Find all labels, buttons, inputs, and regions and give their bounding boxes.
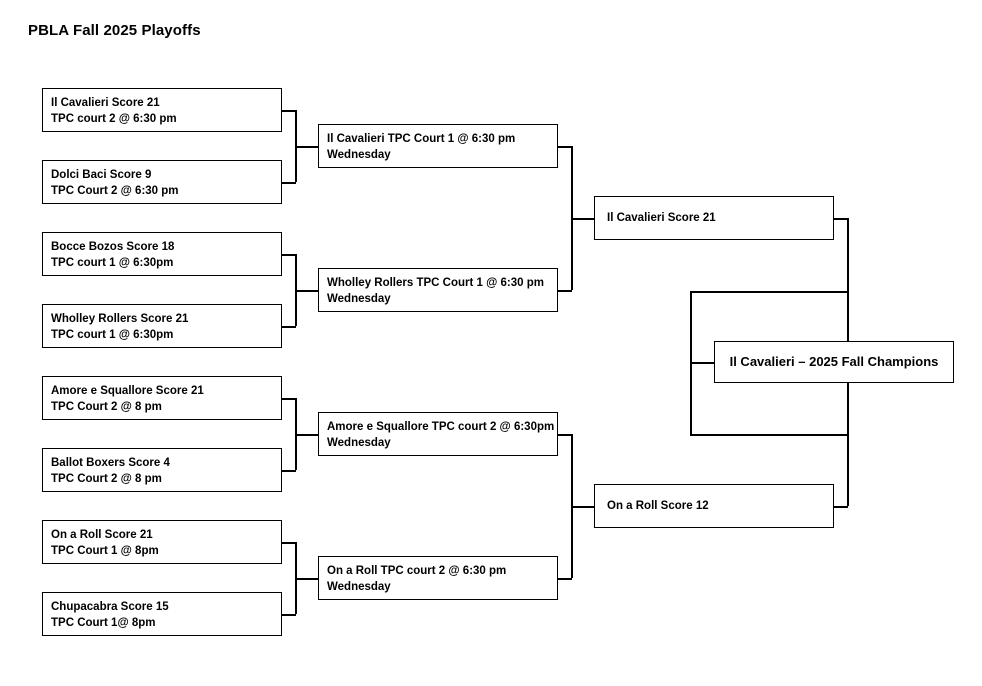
connector-line [282,110,296,112]
team-name: Il Cavalieri TPC Court 1 @ 6:30 pm [327,133,516,145]
bracket-box-round1-5 [42,376,282,420]
match-details: Wednesday [327,437,391,449]
bracket-box-round1-3 [42,232,282,276]
page-title: PBLA Fall 2025 Playoffs [28,22,201,39]
bracket-box-round1-8 [42,592,282,636]
team-name: Il Cavalieri Score 21 [51,97,160,109]
bracket-box-champion [714,341,954,383]
bracket-box-round2-1 [318,124,558,168]
team-name: Chupacabra Score 15 [51,601,169,613]
connector-line [282,398,296,400]
match-details: Wednesday [327,581,391,593]
connector-line [834,218,848,220]
team-name: On a Roll Score 21 [51,529,153,541]
connector-line [690,434,848,436]
match-details: TPC Court 2 @ 8 pm [51,473,162,485]
connector-line [282,182,296,184]
connector-line [295,578,318,580]
match-details: TPC Court 1 @ 8pm [51,545,159,557]
bracket-box-semifinal-2 [594,484,834,528]
champion-label: Il Cavalieri – 2025 Fall Champions [729,354,939,369]
team-name: Bocce Bozos Score 18 [51,241,175,253]
team-name: Amore e Squallore TPC court 2 @ 6:30pm [327,421,555,433]
connector-line [295,290,318,292]
connector-line [295,146,318,148]
connector-line [558,434,572,436]
connector-line [282,614,296,616]
connector-line [282,326,296,328]
bracket-box-round2-4 [318,556,558,600]
connector-line [282,254,296,256]
match-details: Wednesday [327,149,391,161]
connector-line [558,146,572,148]
connector-line [558,578,572,580]
match-details: TPC court 1 @ 6:30pm [51,329,174,341]
team-name: On a Roll TPC court 2 @ 6:30 pm [327,565,507,577]
match-details: TPC Court 1@ 8pm [51,617,156,629]
match-details: Wednesday [327,293,391,305]
bracket-box-round1-1 [42,88,282,132]
team-name: Il Cavalieri Score 21 [607,212,716,224]
bracket-box-round1-7 [42,520,282,564]
match-details: TPC court 2 @ 6:30 pm [51,113,177,125]
connector-line [690,362,714,364]
connector-line [571,218,594,220]
team-name: Ballot Boxers Score 4 [51,457,170,469]
connector-line [834,506,848,508]
team-name: Dolci Baci Score 9 [51,169,152,181]
team-name: On a Roll Score 12 [607,500,709,512]
bracket-box-round2-2 [318,268,558,312]
bracket-box-semifinal-1 [594,196,834,240]
bracket-box-round1-2 [42,160,282,204]
connector-line [690,291,848,293]
match-details: TPC Court 2 @ 8 pm [51,401,162,413]
team-name: Wholley Rollers TPC Court 1 @ 6:30 pm [327,277,544,289]
connector-line [571,506,594,508]
match-details: TPC court 1 @ 6:30pm [51,257,174,269]
connector-line [558,290,572,292]
bracket-box-round1-6 [42,448,282,492]
connector-line [295,434,318,436]
bracket-box-round1-4 [42,304,282,348]
team-name: Wholley Rollers Score 21 [51,313,189,325]
bracket-box-round2-3 [318,412,558,456]
connector-line [282,470,296,472]
match-details: TPC Court 2 @ 6:30 pm [51,185,179,197]
connector-line [282,542,296,544]
team-name: Amore e Squallore Score 21 [51,385,204,397]
